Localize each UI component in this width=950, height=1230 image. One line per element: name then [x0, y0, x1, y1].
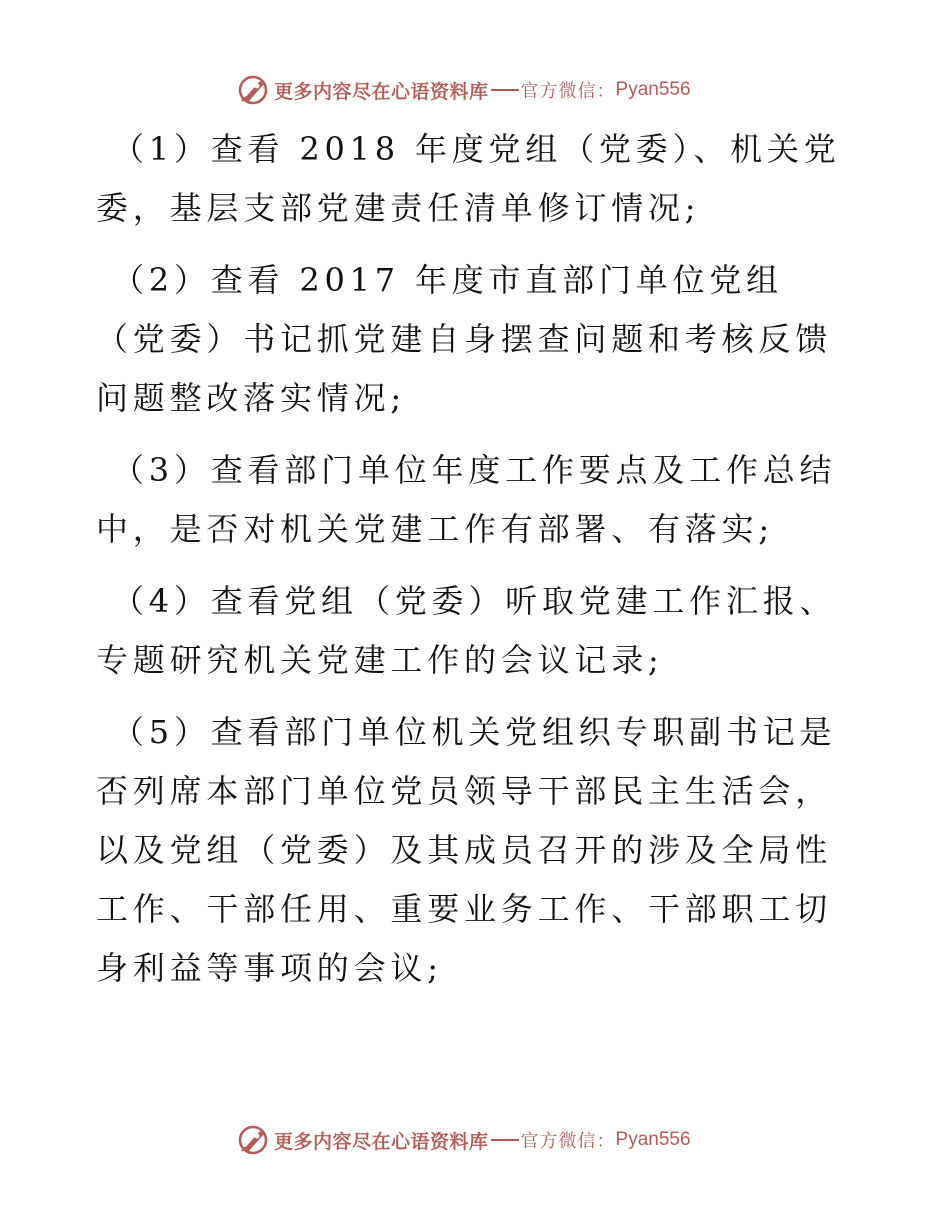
watermark-wechat-label: 官方微信：: [520, 1131, 616, 1152]
pen-logo-icon: [236, 73, 270, 107]
paragraph-4: （4）查看党组（党委）听取党建工作汇报、专题研究机关党建工作的会议记录;: [96, 582, 837, 679]
watermark-wechat-label: 官方微信：: [520, 81, 616, 102]
paragraph-3: （3）查看部门单位年度工作要点及工作总结中，是否对机关党建工作有部署、有落实;: [96, 451, 837, 548]
pen-logo-icon: [236, 1123, 270, 1157]
watermark-brand: 更多内容尽在心语资料库: [274, 80, 489, 103]
paragraph-2: （2）查看 2017 年度市直部门单位党组（党委）书记抓党建自身摆查问题和考核反馈问题整改落实情况;: [96, 261, 833, 417]
document-body: [96, 120, 856, 1011]
footer-watermark: [236, 1122, 691, 1158]
watermark-wechat-id: Pyan556: [615, 1129, 691, 1150]
header-watermark: [236, 72, 691, 108]
watermark-brand: 更多内容尽在心语资料库: [274, 1130, 489, 1153]
paragraph-5: （5）查看部门单位机关党组织专职副书记是否列席本部门单位党员领导干部民主生活会，以及党组（党委）及其成员召开的涉及全局性工作、干部任用、重要业务工作、干部职工切身利益等事项的会议;: [96, 713, 837, 987]
watermark-dash: [491, 1139, 519, 1141]
paragraph-1: （1）查看 2018 年度党组（党委）、机关党委，基层支部党建责任清单修订情况;: [96, 130, 841, 227]
watermark-wechat-id: Pyan556: [615, 79, 691, 100]
watermark-dash: [491, 89, 519, 91]
